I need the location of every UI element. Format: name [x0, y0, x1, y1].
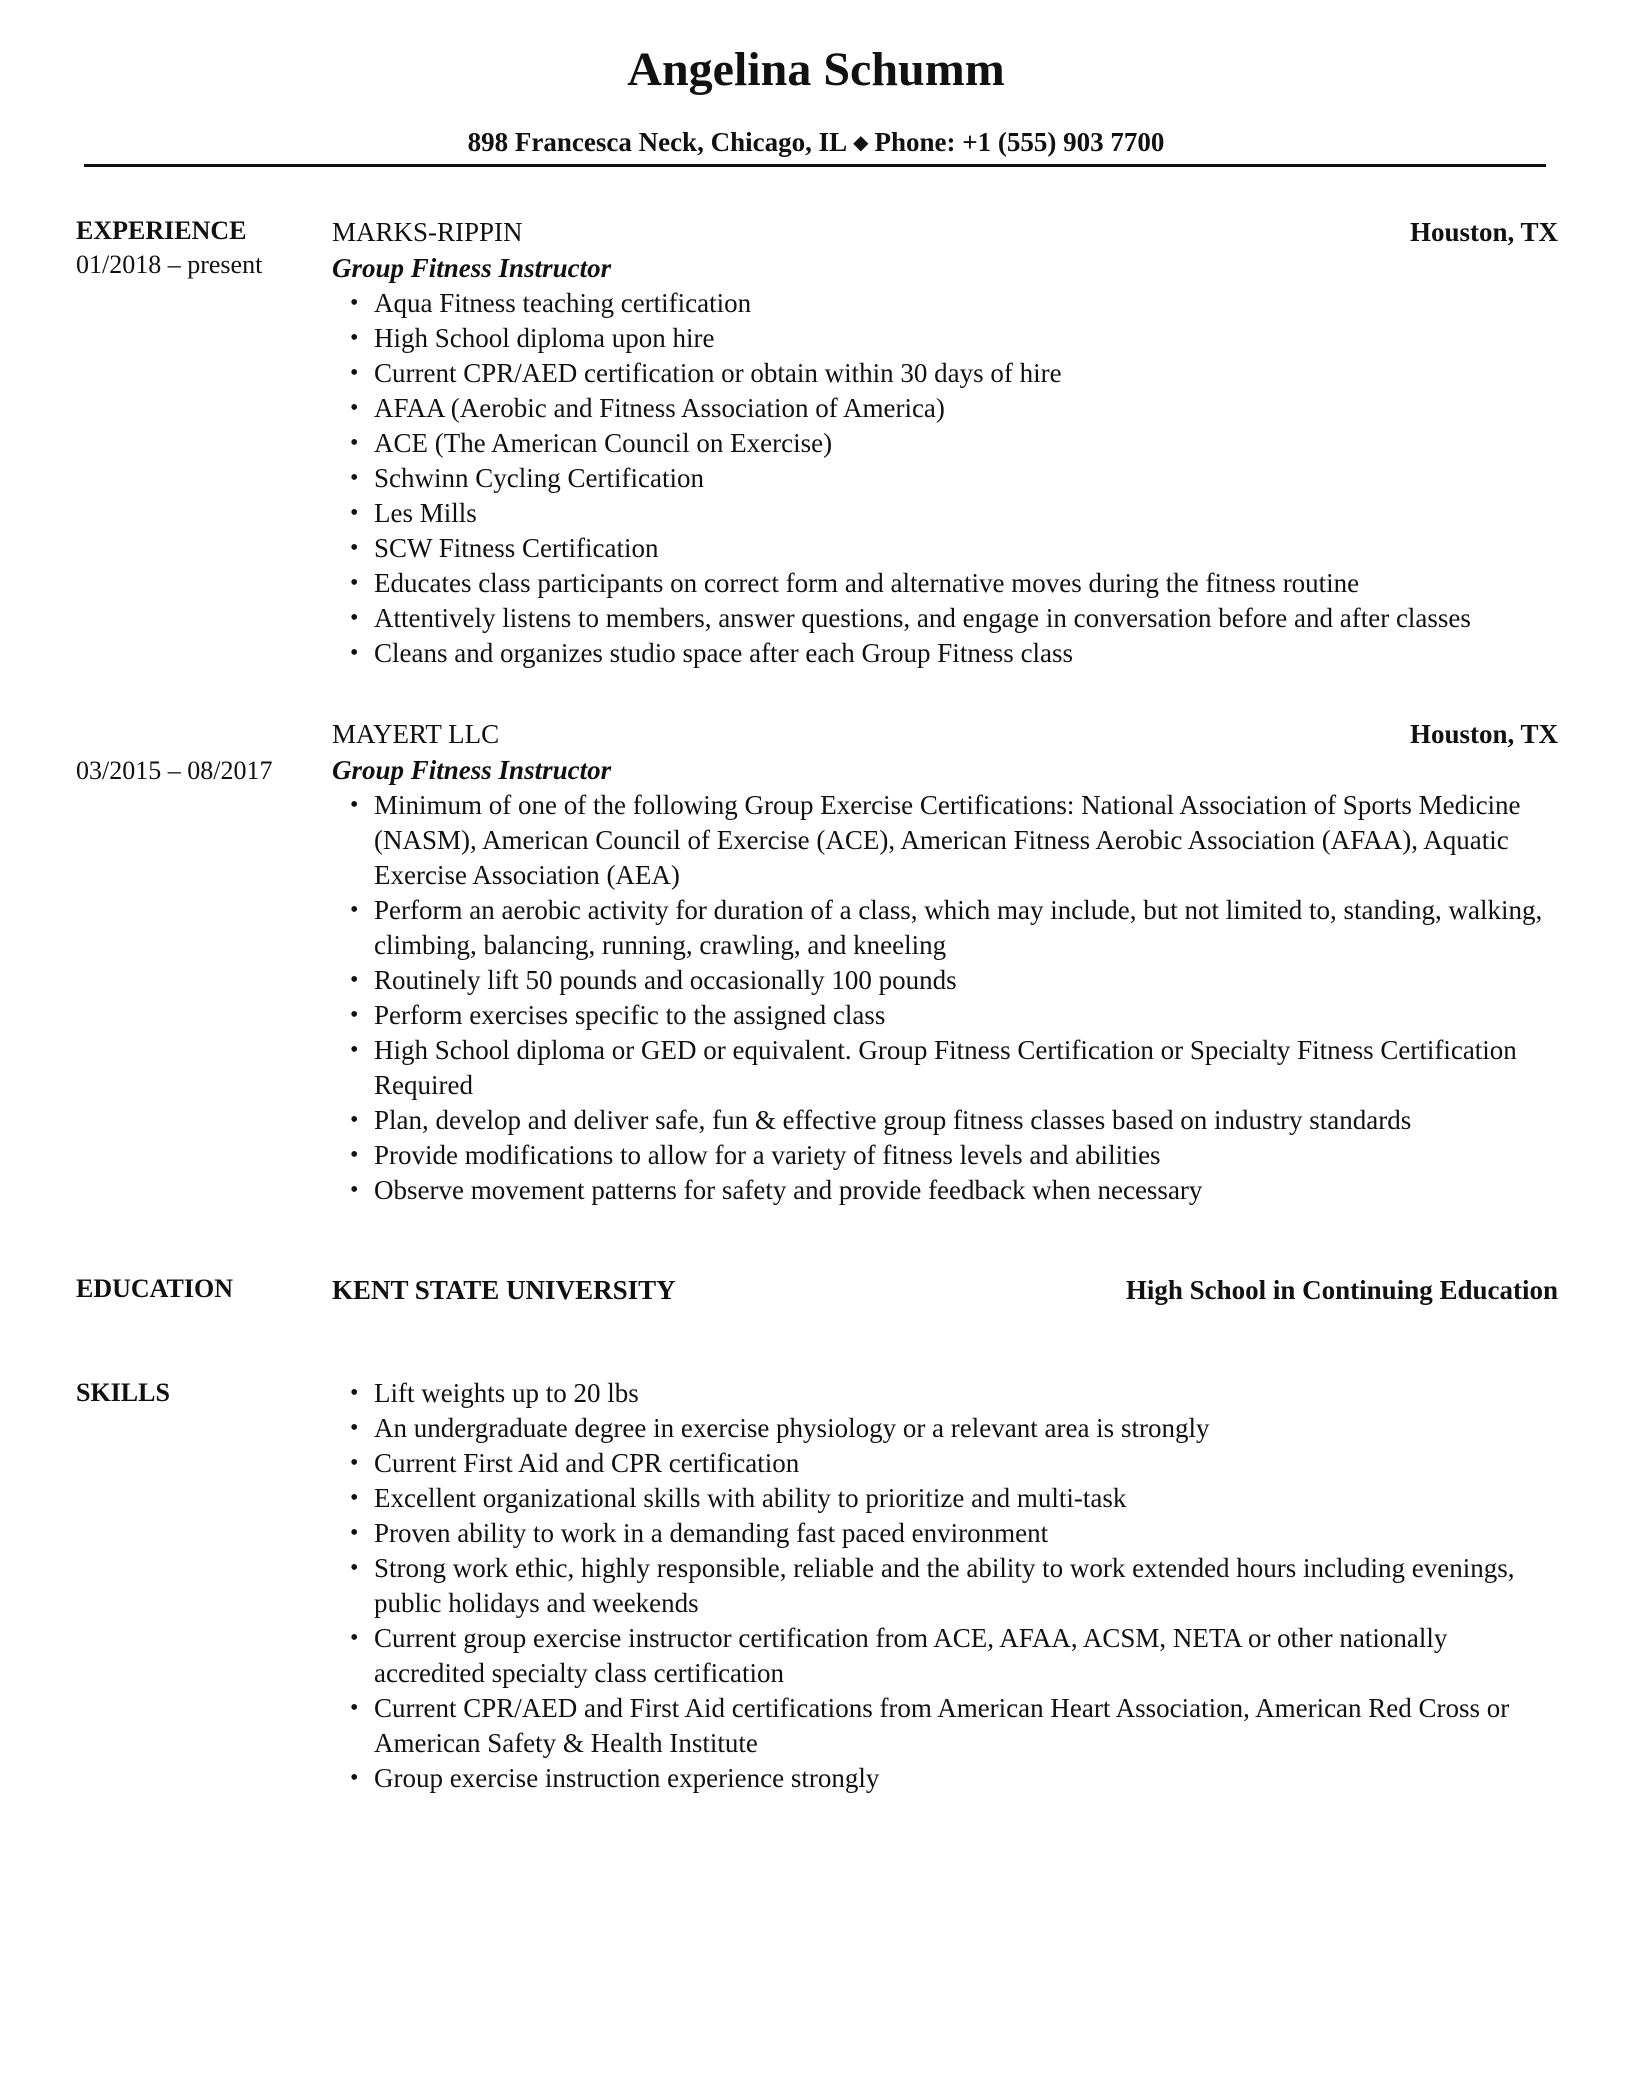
- job-entry: [332, 716, 1558, 1208]
- list-item: • Current CPR/AED certification or obtain within 30 days of hire: [332, 356, 1558, 391]
- list-item: • Educates class participants on correct form and alternative moves during the fitness routine: [332, 566, 1558, 601]
- bullet-icon: •: [350, 967, 359, 993]
- list-item: • Aqua Fitness teaching certification: [332, 286, 1558, 321]
- bullet-icon: •: [350, 535, 359, 561]
- bullet-icon: •: [350, 395, 359, 421]
- job-header: [332, 716, 1558, 752]
- experience-heading: EXPERIENCE: [76, 216, 247, 245]
- bullet-icon: •: [350, 1625, 359, 1651]
- bullet-icon: •: [350, 1380, 359, 1406]
- bullet-icon: •: [350, 1695, 359, 1721]
- list-item: • Provide modifications to allow for a variety of fitness levels and abilities: [332, 1138, 1558, 1173]
- list-item: • Les Mills: [332, 496, 1558, 531]
- company-name: MAYERT LLC: [332, 719, 500, 749]
- list-item: • Lift weights up to 20 lbs: [332, 1376, 1558, 1411]
- list-item: • Current group exercise instructor certification from ACE, AFAA, ACSM, NETA or other nationally accredited specialty class certification: [350, 1623, 1448, 1688]
- list-item: • Schwinn Cycling Certification: [332, 461, 1558, 496]
- bullet-icon: •: [350, 570, 359, 596]
- bullet-icon: •: [350, 465, 359, 491]
- list-item: • Perform exercises specific to the assigned class: [332, 998, 1558, 1033]
- bullet-icon: •: [350, 1107, 359, 1133]
- list-item: • Strong work ethic, highly responsible, reliable and the ability to work extended hours including evenings, public holidays and weekends: [350, 1553, 1515, 1618]
- list-item: • High School diploma upon hire: [332, 321, 1558, 356]
- skills-heading: SKILLS: [76, 1378, 170, 1407]
- bullet-icon: •: [350, 605, 359, 631]
- bullet-icon: •: [350, 1765, 359, 1791]
- list-item: • Current First Aid and CPR certification: [332, 1446, 1558, 1481]
- contact-line: [0, 124, 1632, 163]
- list-item: • Proven ability to work in a demanding fast paced environment: [332, 1516, 1558, 1551]
- bullet-icon: •: [350, 500, 359, 526]
- bullet-icon: •: [350, 1520, 359, 1546]
- job-entry: [332, 214, 1558, 671]
- education-entry: [332, 1272, 1558, 1308]
- bullet-icon: •: [350, 1037, 359, 1063]
- school-name: KENT STATE UNIVERSITY: [332, 1275, 676, 1305]
- job-bullets: [332, 788, 1558, 1208]
- bullet-icon: •: [350, 1177, 359, 1203]
- bullet-icon: •: [350, 325, 359, 351]
- address: 898 Francesca Neck, Chicago, IL: [467, 127, 848, 157]
- degree-name: High School in Continuing Education: [1125, 1275, 1558, 1305]
- list-item: • Excellent organizational skills with ability to prioritize and multi-task: [332, 1481, 1558, 1516]
- phone: Phone: +1 (555) 903 7700: [874, 127, 1165, 157]
- list-item: • AFAA (Aerobic and Fitness Association of America): [332, 391, 1558, 426]
- list-item: • Minimum of one of the following Group Exercise Certifications: National Association of Sports Medicine (NASM), American Council of Exercise (ACE), American Fitness Aerobic Association (AFAA), Aquatic Exercise Association (AEA): [350, 790, 1521, 890]
- bullet-icon: •: [350, 1142, 359, 1168]
- bullet-icon: •: [350, 1415, 359, 1441]
- list-item: • An undergraduate degree in exercise physiology or a relevant area is strongly: [332, 1411, 1558, 1446]
- bullet-icon: •: [350, 1450, 359, 1476]
- header-divider: [84, 164, 1546, 167]
- list-item: • Plan, develop and deliver safe, fun & effective group fitness classes based on industry standards: [332, 1103, 1558, 1138]
- job-date: 03/2015 – 08/2017: [76, 756, 273, 785]
- list-item: • Current CPR/AED and First Aid certifications from American Heart Association, American Red Cross or American Safety & Health Institute: [350, 1693, 1510, 1758]
- bullet-icon: •: [350, 430, 359, 456]
- bullet-icon: •: [350, 897, 359, 923]
- company-name: MARKS-RIPPIN: [332, 217, 523, 247]
- job-title: Group Fitness Instructor: [332, 253, 612, 283]
- list-item: • SCW Fitness Certification: [332, 531, 1558, 566]
- list-item: • Cleans and organizes studio space after each Group Fitness class: [332, 636, 1558, 671]
- list-item: • Observe movement patterns for safety and provide feedback when necessary: [332, 1173, 1558, 1208]
- bullet-icon: •: [350, 360, 359, 386]
- bullet-icon: •: [350, 792, 359, 818]
- bullet-icon: •: [350, 290, 359, 316]
- list-item: • Perform an aerobic activity for duration of a class, which may include, but not limited to, standing, walking, climbing, balancing, running, crawling, and kneeling: [350, 895, 1543, 960]
- job-title: Group Fitness Instructor: [332, 755, 612, 785]
- skills-list: [332, 1376, 1558, 1796]
- job-location: Houston, TX: [1409, 719, 1558, 749]
- bullet-icon: •: [350, 1555, 359, 1581]
- job-bullets: [332, 286, 1558, 671]
- list-item: • Routinely lift 50 pounds and occasionally 100 pounds: [332, 963, 1558, 998]
- diamond-separator-icon: ◆: [853, 132, 869, 154]
- education-heading: EDUCATION: [76, 1274, 233, 1303]
- list-item: • High School diploma or GED or equivalent. Group Fitness Certification or Specialty Fitness Certification Required: [350, 1035, 1517, 1100]
- bullet-icon: •: [350, 1002, 359, 1028]
- candidate-name: Angelina Schumm: [627, 43, 1005, 96]
- bullet-icon: •: [350, 640, 359, 666]
- list-item: • Attentively listens to members, answer questions, and engage in conversation before and after classes: [332, 601, 1558, 636]
- skills-entry: [332, 1376, 1558, 1796]
- list-item: • ACE (The American Council on Exercise): [332, 426, 1558, 461]
- bullet-icon: •: [350, 1485, 359, 1511]
- job-location: Houston, TX: [1409, 217, 1558, 247]
- job-header: [332, 214, 1558, 250]
- job-date: 01/2018 – present: [76, 250, 263, 279]
- list-item: • Group exercise instruction experience strongly: [332, 1761, 1558, 1796]
